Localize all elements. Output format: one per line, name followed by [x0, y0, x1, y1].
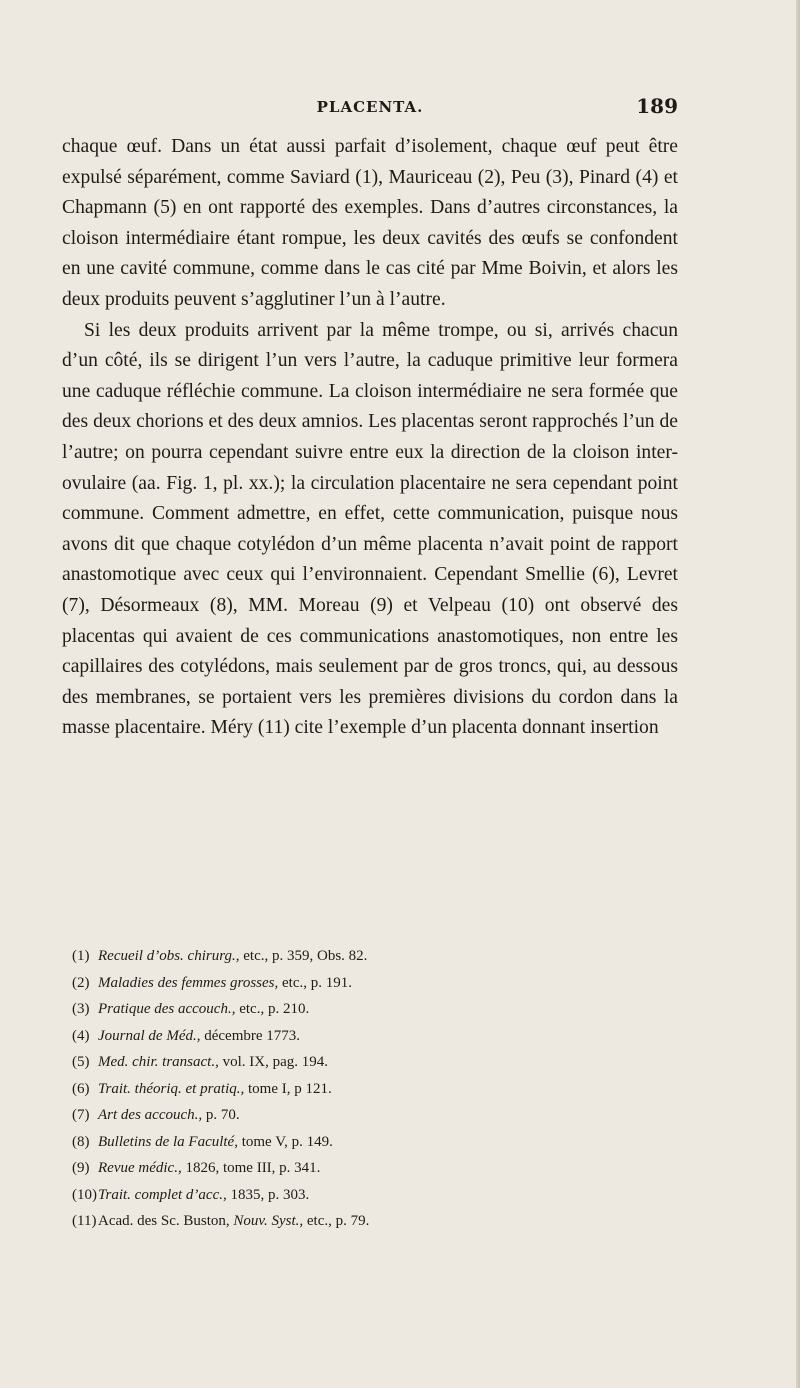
footnote-number: (3)	[72, 1001, 90, 1017]
footnote-title: Revue médic.,	[98, 1160, 182, 1176]
footnote-title: Art des accouch.,	[98, 1107, 203, 1123]
footnote-number: (2)	[72, 974, 90, 991]
footnote-detail: décembre 1773.	[200, 1027, 301, 1044]
footnote	[72, 1129, 672, 1156]
paragraph-1: chaque œuf. Dans un état aussi parfait d’isolement, chaque œuf peut être expulsé séparément, comme Saviard (1), Mauriceau (2), Peu (3), Pinard (4) et Chapmann (5) en ont rapporté des exemples. Dans d’autres circonstances, la cloison intermédiaire étant rompue, les deux cavités des œufs se confondent en une cavité commune, comme dans le cas cité par Mme Boivin, et alors les deux produits peuvent s’agglutiner l’un à l’autre.	[62, 136, 678, 310]
footnote-detail: tome I, p 121.	[244, 1080, 332, 1097]
footnote-number: (1)	[72, 948, 90, 964]
footnote-detail: 1826, tome III, p. 341.	[181, 1160, 321, 1176]
footnote	[72, 1076, 672, 1103]
footnote-title: Pratique des accouch.,	[98, 1001, 236, 1017]
page-header	[62, 94, 678, 122]
footnote-number: (7)	[72, 1107, 90, 1123]
footnote-number: (9)	[72, 1160, 90, 1176]
footnote-title: Recueil d’obs. chirurg.,	[98, 948, 240, 964]
page-edge	[796, 0, 800, 1388]
footnote-number: (5)	[72, 1054, 90, 1070]
footnote-title: Trait. théoriq. et pratiq.,	[98, 1080, 245, 1097]
footnote-number: (8)	[72, 1133, 90, 1150]
footnote-number: (6)	[72, 1080, 90, 1097]
footnote-title: Bulletins de la Faculté,	[98, 1133, 238, 1150]
footnote-detail: etc., p. 210.	[235, 1001, 310, 1017]
footnote-detail: etc., p. 191.	[278, 974, 352, 991]
footnote-detail: p. 70.	[202, 1107, 240, 1123]
footnote-title: Journal de Méd.,	[98, 1027, 201, 1044]
footnote-detail: tome V, p. 149.	[237, 1133, 333, 1150]
footnote	[72, 1208, 672, 1235]
footnote-detail: etc., p. 79.	[303, 1213, 370, 1229]
footnote	[72, 1155, 672, 1182]
footnote	[72, 1049, 672, 1076]
footnote	[72, 1023, 672, 1050]
footnote	[72, 1182, 672, 1209]
footnote-title: Nouv. Syst.,	[233, 1213, 304, 1229]
footnote-number: (4)	[72, 1027, 90, 1044]
footnote-detail: etc., p. 359, Obs. 82.	[239, 948, 368, 964]
footnote-title: Maladies des femmes grosses,	[98, 974, 279, 991]
footnote-title: Trait. complet d’acc.,	[98, 1186, 227, 1203]
running-head: PLACENTA.	[316, 98, 424, 116]
footnote-source: Acad. des Sc. Buston,	[98, 1213, 234, 1229]
footnote	[72, 1102, 672, 1129]
footnote-title: Med. chir. transact.,	[98, 1054, 219, 1070]
footnote	[72, 943, 672, 970]
footnotes	[72, 943, 672, 1235]
footnote-detail: 1835, p. 303.	[226, 1186, 310, 1203]
footnote-number: (11)	[72, 1213, 97, 1229]
footnote	[72, 970, 672, 997]
footnote-number: (10)	[72, 1186, 97, 1203]
paragraph-2: Si les deux produits arrivent par la même trompe, ou si, arrivés chacun d’un côté, ils se dirigent l’un vers l’autre, la caduque primitive leur formera une caduque réfléchie commune. La cloison intermédiaire ne sera formée que des deux chorions et des deux amnios. Les placentas seront rapprochés l’un de l’autre; on pourra cependant suivre entre eux la direction de la cloison inter-ovulaire (aa. Fig. 1, pl. xx.); la circulation placentaire ne sera cependant point commune. Comment admettre, en effet, cette communication, puisque nous avons dit que chaque cotylédon d’un même placenta n’avait point de rapport anastomotique avec ceux qui l’environnaient. Cependant Smellie (6), Levret (7), Désormeaux (8), MM. Moreau (9) et Velpeau (10) ont observé des placentas qui avaient de ces communications anastomotiques, non entre les capillaires des cotylédons, mais seulement par de gros troncs, qui, au dessous des membranes, se portaient vers les premières divisions du cordon dans la masse placentaire. Méry (11) cite l’exemple d’un placenta donnant insertion	[62, 319, 678, 739]
body-text	[62, 132, 678, 744]
page-number: 189	[636, 94, 678, 118]
footnote-detail: vol. IX, pag. 194.	[218, 1054, 328, 1070]
footnote	[72, 996, 672, 1023]
